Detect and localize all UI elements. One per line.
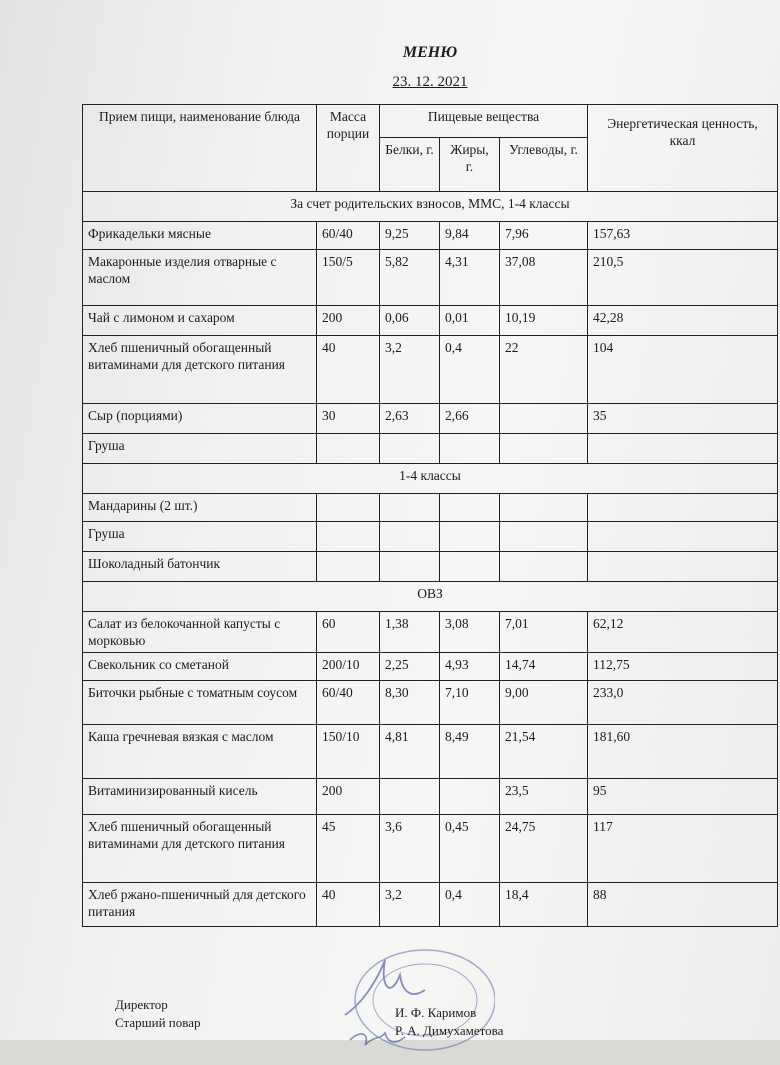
table-row bbox=[83, 552, 778, 582]
energy-cell bbox=[588, 434, 778, 464]
dish-name-cell: Макаронные изделия отварные с маслом bbox=[83, 250, 317, 306]
column-header-fat: Жиры, г. bbox=[440, 137, 500, 191]
mass-cell bbox=[317, 434, 380, 464]
fat-cell: 7,10 bbox=[440, 681, 500, 725]
column-header-nutrients: Пищевые вещества bbox=[380, 105, 588, 138]
dish-name-cell: Хлеб пшеничный обогащенный витаминами для детского питания bbox=[83, 336, 317, 404]
table-row bbox=[83, 612, 778, 653]
menu-table-header bbox=[83, 105, 778, 192]
column-header-mass: Масса порции bbox=[317, 105, 380, 192]
table-row bbox=[83, 250, 778, 306]
mass-cell: 200/10 bbox=[317, 653, 380, 681]
energy-cell: 88 bbox=[588, 883, 778, 927]
protein-cell: 2,63 bbox=[380, 404, 440, 434]
protein-cell: 1,38 bbox=[380, 612, 440, 653]
signature-names bbox=[395, 1004, 503, 1040]
energy-cell: 210,5 bbox=[588, 250, 778, 306]
carbs-cell: 7,01 bbox=[500, 612, 588, 653]
table-row bbox=[83, 681, 778, 725]
mass-cell: 30 bbox=[317, 404, 380, 434]
energy-cell: 112,75 bbox=[588, 653, 778, 681]
carbs-cell: 10,19 bbox=[500, 306, 588, 336]
dish-name-cell: Хлеб пшеничный обогащенный витаминами для детского питания bbox=[83, 815, 317, 883]
carbs-cell: 24,75 bbox=[500, 815, 588, 883]
fat-cell: 0,01 bbox=[440, 306, 500, 336]
dish-name-cell: Чай с лимоном и сахаром bbox=[83, 306, 317, 336]
menu-date: 23. 12. 2021 bbox=[392, 74, 468, 90]
energy-cell: 233,0 bbox=[588, 681, 778, 725]
protein-cell bbox=[380, 434, 440, 464]
fat-cell bbox=[440, 522, 500, 552]
carbs-cell bbox=[500, 434, 588, 464]
energy-cell: 157,63 bbox=[588, 222, 778, 250]
protein-cell: 0,06 bbox=[380, 306, 440, 336]
dish-name-cell: Биточки рыбные с томатным соусом bbox=[83, 681, 317, 725]
carbs-cell bbox=[500, 404, 588, 434]
column-header-carbs: Углеводы, г. bbox=[500, 137, 588, 191]
fat-cell bbox=[440, 779, 500, 815]
fat-cell bbox=[440, 494, 500, 522]
table-row bbox=[83, 522, 778, 552]
protein-cell: 2,25 bbox=[380, 653, 440, 681]
mass-cell: 150/10 bbox=[317, 725, 380, 779]
energy-cell: 95 bbox=[588, 779, 778, 815]
dish-name-cell: Каша гречневая вязкая с маслом bbox=[83, 725, 317, 779]
signature-roles bbox=[115, 996, 200, 1032]
column-header-energy: Энергетическая ценность, ккал bbox=[588, 105, 778, 192]
carbs-cell: 7,96 bbox=[500, 222, 588, 250]
dish-name-cell: Груша bbox=[83, 434, 317, 464]
carbs-cell: 21,54 bbox=[500, 725, 588, 779]
dish-name-cell: Сыр (порциями) bbox=[83, 404, 317, 434]
table-row bbox=[83, 306, 778, 336]
carbs-cell: 23,5 bbox=[500, 779, 588, 815]
mass-cell: 60 bbox=[317, 612, 380, 653]
carbs-cell: 14,74 bbox=[500, 653, 588, 681]
table-row bbox=[83, 336, 778, 404]
menu-table bbox=[82, 104, 778, 927]
menu-table-body bbox=[83, 192, 778, 927]
protein-cell: 8,30 bbox=[380, 681, 440, 725]
energy-cell bbox=[588, 494, 778, 522]
dish-name-cell: Шоколадный батончик bbox=[83, 552, 317, 582]
carbs-cell: 18,4 bbox=[500, 883, 588, 927]
column-header-dish: Прием пищи, наименование блюда bbox=[83, 105, 317, 192]
fat-cell: 0,45 bbox=[440, 815, 500, 883]
dish-name-cell: Салат из белокочанной капусты с морковью bbox=[83, 612, 317, 653]
energy-cell: 117 bbox=[588, 815, 778, 883]
table-row bbox=[83, 725, 778, 779]
fat-cell bbox=[440, 434, 500, 464]
dish-name-cell: Свекольник со сметаной bbox=[83, 653, 317, 681]
name-chef: Р. А. Димухаметова bbox=[395, 1023, 504, 1038]
carbs-cell bbox=[500, 552, 588, 582]
fat-cell: 9,84 bbox=[440, 222, 500, 250]
carbs-cell bbox=[500, 494, 588, 522]
energy-cell: 104 bbox=[588, 336, 778, 404]
section-row bbox=[83, 582, 778, 612]
mass-cell: 60/40 bbox=[317, 681, 380, 725]
mass-cell: 60/40 bbox=[317, 222, 380, 250]
protein-cell: 3,2 bbox=[380, 883, 440, 927]
energy-cell: 35 bbox=[588, 404, 778, 434]
role-director: Директор bbox=[115, 997, 168, 1012]
fat-cell bbox=[440, 552, 500, 582]
mass-cell: 200 bbox=[317, 779, 380, 815]
table-row bbox=[83, 494, 778, 522]
energy-cell: 181,60 bbox=[588, 725, 778, 779]
fat-cell: 2,66 bbox=[440, 404, 500, 434]
dish-name-cell: Груша bbox=[83, 522, 317, 552]
mass-cell bbox=[317, 522, 380, 552]
protein-cell: 3,2 bbox=[380, 336, 440, 404]
carbs-cell bbox=[500, 522, 588, 552]
mass-cell bbox=[317, 552, 380, 582]
mass-cell: 200 bbox=[317, 306, 380, 336]
dish-name-cell: Витаминизированный кисель bbox=[83, 779, 317, 815]
protein-cell bbox=[380, 522, 440, 552]
section-row bbox=[83, 192, 778, 222]
mass-cell: 150/5 bbox=[317, 250, 380, 306]
mass-cell bbox=[317, 494, 380, 522]
column-header-protein: Белки, г. bbox=[380, 137, 440, 191]
section-title: ОВЗ bbox=[83, 582, 778, 612]
fat-cell: 3,08 bbox=[440, 612, 500, 653]
fat-cell: 4,93 bbox=[440, 653, 500, 681]
table-row bbox=[83, 222, 778, 250]
carbs-cell: 37,08 bbox=[500, 250, 588, 306]
section-row bbox=[83, 464, 778, 494]
protein-cell: 9,25 bbox=[380, 222, 440, 250]
signatures-block bbox=[0, 990, 780, 1040]
energy-cell: 62,12 bbox=[588, 612, 778, 653]
document-title: МЕНЮ bbox=[402, 44, 458, 61]
table-row bbox=[83, 815, 778, 883]
carbs-cell: 22 bbox=[500, 336, 588, 404]
table-row bbox=[83, 434, 778, 464]
energy-cell bbox=[588, 522, 778, 552]
protein-cell: 5,82 bbox=[380, 250, 440, 306]
protein-cell bbox=[380, 779, 440, 815]
dish-name-cell: Хлеб ржано-пшеничный для детского питания bbox=[83, 883, 317, 927]
section-title: 1-4 классы bbox=[83, 464, 778, 494]
fat-cell: 0,4 bbox=[440, 336, 500, 404]
table-row bbox=[83, 404, 778, 434]
table-row bbox=[83, 653, 778, 681]
protein-cell: 3,6 bbox=[380, 815, 440, 883]
fat-cell: 8,49 bbox=[440, 725, 500, 779]
role-chef: Старший повар bbox=[115, 1015, 201, 1030]
carbs-cell: 9,00 bbox=[500, 681, 588, 725]
dish-name-cell: Мандарины (2 шт.) bbox=[83, 494, 317, 522]
fat-cell: 0,4 bbox=[440, 883, 500, 927]
energy-cell: 42,28 bbox=[588, 306, 778, 336]
mass-cell: 40 bbox=[317, 336, 380, 404]
protein-cell: 4,81 bbox=[380, 725, 440, 779]
name-director: И. Ф. Каримов bbox=[395, 1005, 477, 1020]
dish-name-cell: Фрикадельки мясные bbox=[83, 222, 317, 250]
mass-cell: 45 bbox=[317, 815, 380, 883]
table-row bbox=[83, 883, 778, 927]
section-title: За счет родительских взносов, ММС, 1-4 классы bbox=[83, 192, 778, 222]
fat-cell: 4,31 bbox=[440, 250, 500, 306]
table-row bbox=[83, 779, 778, 815]
mass-cell: 40 bbox=[317, 883, 380, 927]
energy-cell bbox=[588, 552, 778, 582]
protein-cell bbox=[380, 552, 440, 582]
protein-cell bbox=[380, 494, 440, 522]
